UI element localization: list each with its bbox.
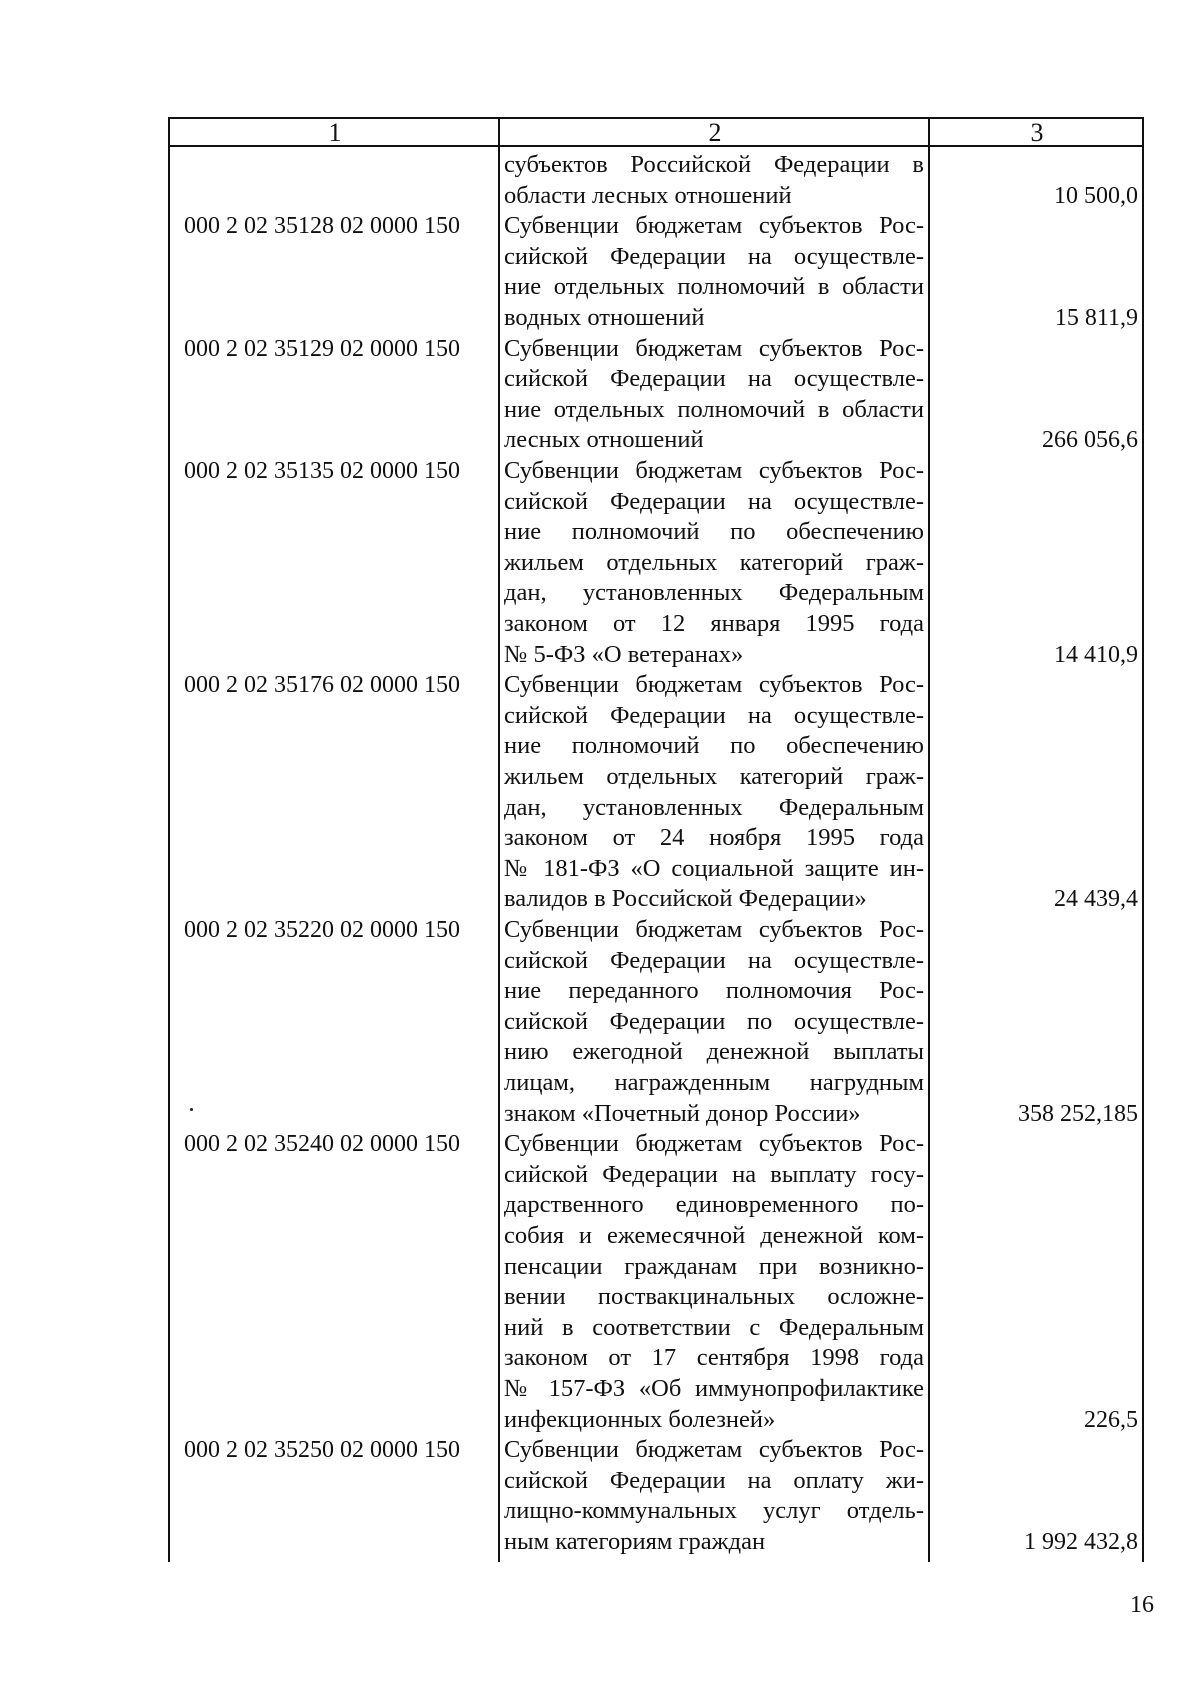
row-description: [504, 1435, 924, 1557]
description-line: водных отношений: [504, 303, 705, 331]
row-code: 000 2 02 35240 02 0000 150: [184, 1131, 460, 1158]
page-number: 16: [1130, 1592, 1154, 1618]
description-line: ние отдельных полномочий в области: [504, 273, 924, 301]
row-description: [504, 334, 924, 456]
row-description: [504, 670, 924, 915]
row-code: 000 2 02 35250 02 0000 150: [184, 1437, 460, 1464]
header-col-2: 2: [708, 118, 722, 147]
description-line: сийской Федерации на выплату госу-: [504, 1160, 924, 1188]
description-line: субъектов Российской Федерации в: [504, 151, 924, 178]
description-line: жильем отдельных категорий граж-: [504, 762, 924, 790]
description-line: области лесных отношений: [504, 181, 792, 209]
row-amount: 358 252,185: [1018, 1100, 1138, 1127]
description-line: Субвенции бюджетам субъектов Рос-: [504, 671, 924, 699]
description-line: № 5-ФЗ «О ветеранах»: [504, 640, 744, 668]
description-line: нию ежегодной денежной выплаты: [504, 1038, 924, 1066]
row-amount: 1 992 432,8: [1024, 1529, 1138, 1555]
description-line: знаком «Почетный донор России»: [504, 1099, 861, 1127]
description-line: Субвенции бюджетам субъектов Рос-: [504, 457, 924, 484]
row-amount: 226,5: [1084, 1406, 1138, 1433]
row-description: [504, 1129, 924, 1435]
row-description: [504, 915, 924, 1129]
row-code: 000 2 02 35129 02 0000 150: [184, 335, 460, 362]
row-amount: 10 500,0: [1054, 182, 1138, 209]
description-line: законом от 17 сентября 1998 года: [504, 1344, 924, 1372]
stray-mark: [190, 1108, 193, 1111]
description-line: ние полномочий по обеспечению: [504, 518, 924, 546]
row-code: 000 2 02 35220 02 0000 150: [184, 917, 460, 943]
table-right-border: [1142, 117, 1144, 1562]
column-divider-1: [498, 117, 500, 1562]
description-line: сийской Федерации на осуществле-: [504, 365, 924, 393]
description-line: пенсации гражданам при возникно-: [504, 1252, 924, 1280]
description-line: ние отдельных полномочий в области: [504, 395, 924, 423]
description-line: сийской Федерации на осуществле-: [504, 946, 924, 974]
description-line: сийской Федерации на осуществле-: [504, 487, 924, 515]
description-line: законом от 12 января 1995 года: [504, 609, 924, 637]
description-line: лицам, награжденным нагрудным: [504, 1068, 924, 1096]
description-line: сийской Федерации на осуществле-: [504, 242, 924, 270]
description-line: сийской Федерации на осуществле-: [504, 701, 924, 729]
row-code: 000 2 02 35128 02 0000 150: [184, 213, 460, 240]
table-header-row: [168, 117, 1144, 147]
description-line: дан, установленных Федеральным: [504, 579, 924, 607]
description-line: дан, установленных Федеральным: [504, 793, 924, 821]
description-line: Субвенции бюджетам субъектов Рос-: [504, 916, 924, 943]
description-line: валидов в Российской Федерации»: [504, 885, 867, 913]
row-description: [504, 150, 924, 211]
description-line: законом от 24 ноября 1995 года: [504, 824, 924, 852]
description-line: сийской Федерации по осуществле-: [504, 1007, 924, 1035]
description-line: Субвенции бюджетам субъектов Рос-: [504, 334, 924, 362]
description-line: ным категориям граждан: [504, 1527, 766, 1555]
description-line: дарственного единовременного по-: [504, 1191, 924, 1219]
description-line: № 157-ФЗ «Об иммунопрофилактике: [504, 1374, 924, 1402]
row-description: [504, 211, 924, 333]
description-line: № 181-ФЗ «О социальной защите ин-: [504, 854, 924, 882]
row-amount: 14 410,9: [1054, 641, 1138, 668]
description-line: собия и ежемесячной денежной ком-: [504, 1221, 924, 1249]
description-line: сийской Федерации на оплату жи-: [504, 1466, 924, 1494]
row-amount: 266 056,6: [1042, 427, 1138, 454]
description-line: жильем отдельных категорий граж-: [504, 548, 924, 576]
row-description: [504, 456, 924, 670]
row-code: 000 2 02 35135 02 0000 150: [184, 458, 460, 484]
row-amount: 24 439,4: [1054, 886, 1138, 913]
description-line: вении поствакцинальных осложне-: [504, 1283, 924, 1311]
description-line: Субвенции бюджетам субъектов Рос-: [504, 212, 924, 240]
header-col-3: 3: [1030, 118, 1044, 147]
description-line: Субвенции бюджетам субъектов Рос-: [504, 1130, 924, 1158]
column-divider-2: [928, 117, 930, 1562]
row-amount: 15 811,9: [1054, 305, 1138, 331]
header-col-1: 1: [328, 118, 342, 147]
description-line: ние переданного полномочия Рос-: [504, 977, 924, 1005]
description-line: лищно-коммунальных услуг отдель-: [504, 1497, 924, 1525]
table-left-border: [168, 117, 170, 1562]
description-line: ний в соответствии с Федеральным: [504, 1313, 924, 1341]
description-line: ние полномочий по обеспечению: [504, 732, 924, 760]
description-line: лесных отношений: [504, 426, 704, 454]
description-line: инфекционных болезней»: [504, 1405, 776, 1433]
row-code: 000 2 02 35176 02 0000 150: [184, 672, 460, 699]
description-line: Субвенции бюджетам субъектов Рос-: [504, 1436, 924, 1464]
